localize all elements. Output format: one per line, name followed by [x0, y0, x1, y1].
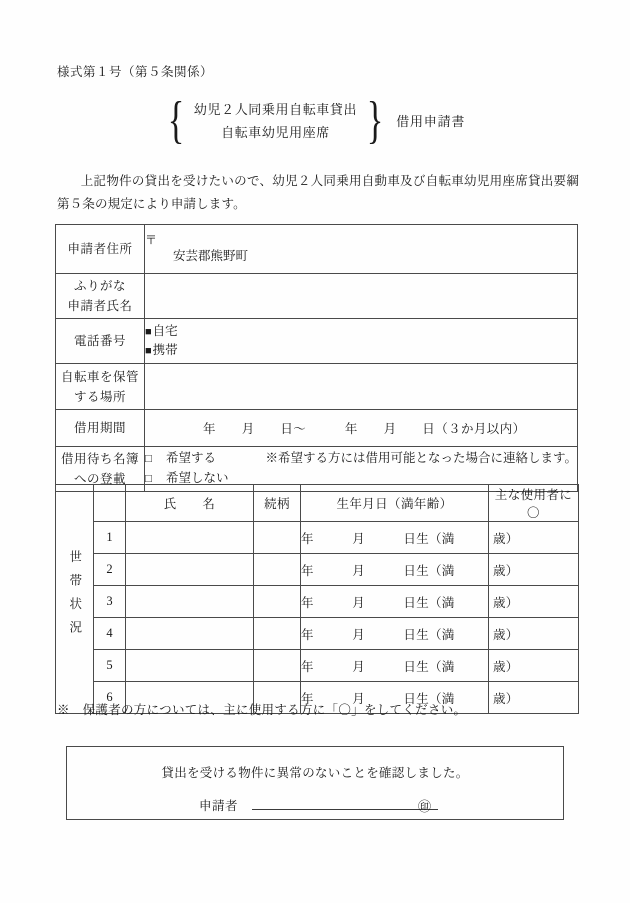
- lead-paragraph: [57, 170, 579, 216]
- household-row-birth[interactable]: 年 月 日生（満 歳）: [301, 586, 489, 618]
- title-line-2: 自転車幼児用座席: [221, 125, 330, 141]
- label-waitlist-line1: 借用待ち名簿: [60, 452, 139, 466]
- household-row-name[interactable]: [126, 618, 254, 650]
- row-storage-location: [56, 364, 578, 410]
- confirmation-box: [66, 746, 564, 820]
- telephone-option-mobile[interactable]: [145, 341, 577, 360]
- household-row-birth[interactable]: 年 月 日生（満 歳）: [301, 650, 489, 682]
- household-header-relation: 続柄: [254, 485, 301, 522]
- title-line-1: 幼児２人同乗用自転車貸出: [193, 102, 358, 118]
- household-row-number: 3: [94, 586, 126, 618]
- waitlist-option-yes[interactable]: [145, 449, 265, 469]
- household-vertical-label: 世帯状況: [67, 550, 82, 644]
- form-number: 様式第１号（第５条関係）: [57, 65, 214, 79]
- household-row-number: 2: [94, 554, 126, 586]
- field-loan-period[interactable]: [145, 410, 578, 447]
- telephone-option-mobile-label: 携帯: [152, 343, 178, 357]
- household-row-relation[interactable]: [254, 554, 301, 586]
- table-row: [56, 650, 579, 682]
- row-address: [56, 225, 578, 274]
- filled-square-icon: ■: [145, 325, 152, 338]
- household-row-name[interactable]: [126, 650, 254, 682]
- filled-square-icon: ■: [145, 345, 152, 357]
- table-row: [56, 522, 579, 554]
- loan-period-template: 年 月 日〜 年 月 日（３か月以内）: [203, 422, 526, 436]
- waitlist-note: ※希望する方には借用可能となった場合に連絡します。: [265, 451, 577, 466]
- label-applicant-name: [56, 274, 145, 319]
- waitlist-option-no-label: 希望しない: [165, 471, 229, 485]
- field-applicant-name[interactable]: [145, 274, 578, 319]
- lead-text: 上記物件の貸出を受けたいので、幼児２人同乗用自動車及び自転車幼児用座席貸出要綱第５条の規定により申請します。: [57, 174, 579, 212]
- field-telephone[interactable]: [145, 319, 578, 364]
- label-storage-line1: 自転車を保管: [60, 369, 139, 384]
- household-row-number: 6: [94, 682, 126, 714]
- label-telephone: 電話番号: [56, 319, 145, 364]
- table-row: [56, 586, 579, 618]
- label-furigana: ふりがな: [73, 279, 126, 293]
- document-title: [0, 90, 630, 148]
- right-brace-icon: }: [366, 90, 384, 148]
- household-header-main-user: 主な使用者に〇: [489, 485, 579, 522]
- signature-label: 申請者: [198, 799, 238, 813]
- waitlist-first-line: [145, 449, 577, 469]
- seal-stamp-icon: ㊞: [418, 799, 432, 814]
- label-storage-location: [56, 364, 145, 410]
- household-row-name[interactable]: [126, 586, 254, 618]
- household-row-birth[interactable]: 年 月 日生（満 歳）: [301, 554, 489, 586]
- household-row-relation[interactable]: [254, 618, 301, 650]
- household-header-name: 氏 名: [126, 485, 254, 522]
- telephone-option-home-label: 自宅: [152, 323, 178, 338]
- household-header-number: [94, 485, 126, 522]
- field-address[interactable]: [145, 225, 578, 274]
- household-row-birth[interactable]: 年 月 日生（満 歳）: [301, 618, 489, 650]
- household-row-relation[interactable]: [254, 586, 301, 618]
- empty-checkbox-icon[interactable]: □: [145, 473, 152, 485]
- household-row-birth[interactable]: 年 月 日生（満 歳）: [301, 682, 489, 714]
- household-row-number: 4: [94, 618, 126, 650]
- household-row-name[interactable]: [126, 554, 254, 586]
- postal-code-mark: 〒: [145, 233, 158, 248]
- table-row: [56, 554, 579, 586]
- left-brace-icon: {: [167, 90, 185, 148]
- household-row-number: 5: [94, 650, 126, 682]
- household-header-birth: 生年月日（満年齢）: [301, 485, 489, 522]
- title-suffix: 借用申請書: [396, 113, 466, 129]
- household-table: [55, 484, 579, 714]
- waitlist-option-yes-label: 希望する: [165, 451, 216, 466]
- applicant-table: [55, 224, 578, 492]
- field-storage-location[interactable]: [145, 364, 578, 410]
- household-row-name[interactable]: [126, 522, 254, 554]
- confirmation-statement: 貸出を受ける物件に異常のないことを確認しました。: [161, 766, 469, 780]
- label-name: 申請者氏名: [67, 299, 133, 313]
- row-name: [56, 274, 578, 319]
- row-telephone: [56, 319, 578, 364]
- signature-input-line[interactable]: [252, 795, 438, 810]
- signature-row: [67, 795, 563, 814]
- row-loan-period: [56, 410, 578, 447]
- label-waitlist-line2: への登載: [73, 472, 126, 486]
- household-vertical-label-cell: [56, 485, 94, 714]
- table-row: [56, 618, 579, 650]
- household-footnote: ※ 保護者の方については、主に使用する方に「〇」をしてください。: [57, 703, 467, 717]
- label-loan-period: 借用期間: [56, 410, 145, 447]
- household-row-relation[interactable]: [254, 522, 301, 554]
- title-items: [190, 99, 361, 141]
- household-row-relation[interactable]: [254, 650, 301, 682]
- household-row-birth[interactable]: 年 月 日生（満 歳）: [301, 522, 489, 554]
- telephone-option-home[interactable]: [145, 322, 577, 341]
- address-town-prefill: 安芸郡熊野町: [173, 249, 249, 264]
- label-storage-line2: する場所: [73, 389, 126, 404]
- label-address: 申請者住所: [56, 225, 145, 274]
- household-row-number: 1: [94, 522, 126, 554]
- empty-checkbox-icon[interactable]: □: [145, 453, 152, 466]
- household-header-row: [56, 485, 579, 522]
- title-brace-group: [165, 90, 386, 148]
